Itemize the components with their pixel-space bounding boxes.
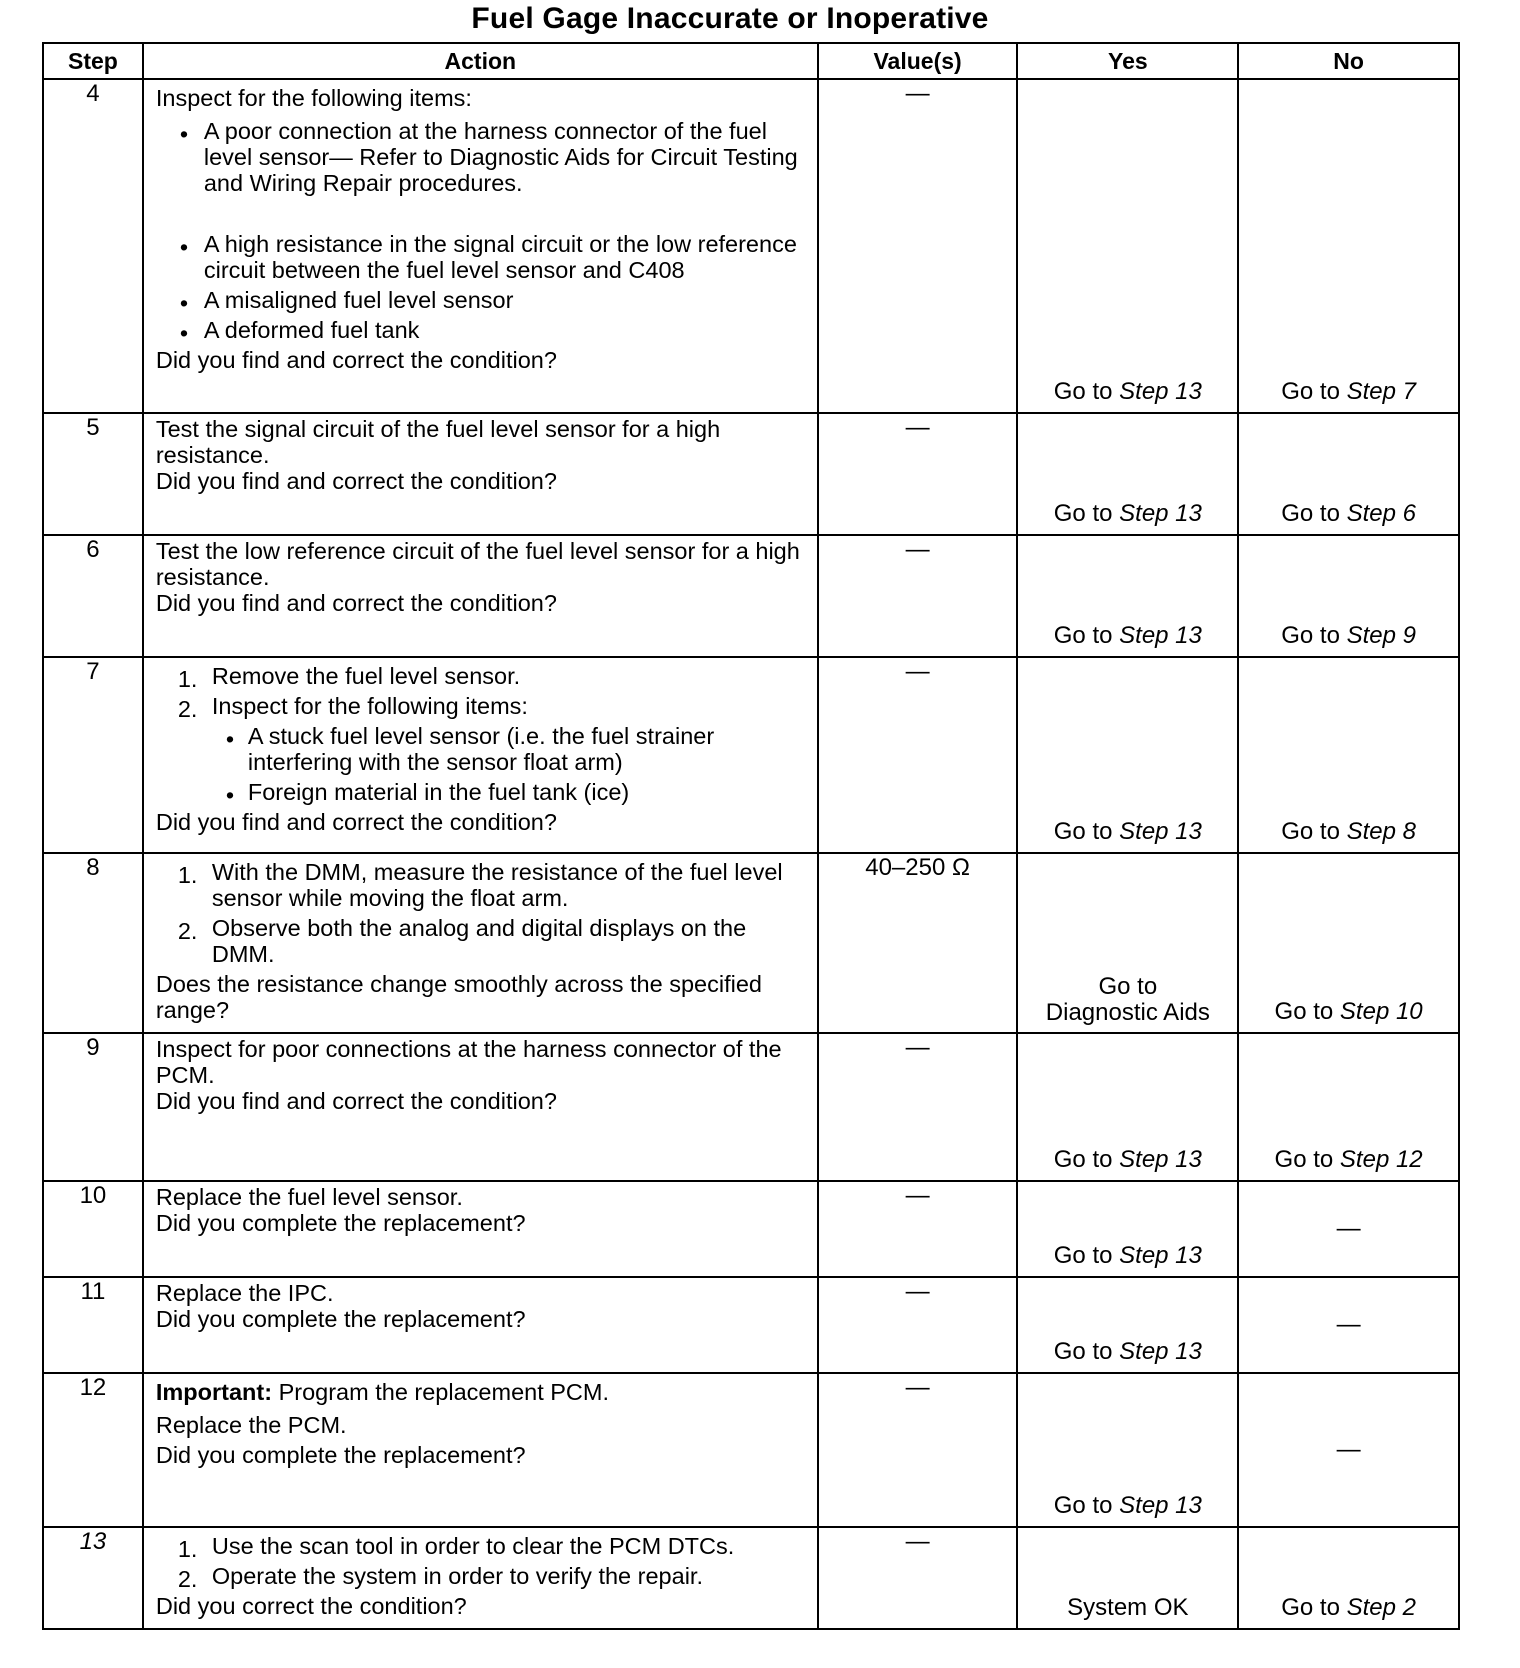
header-no: No xyxy=(1238,43,1459,79)
list-item: 1. With the DMM, measure the resistance of the fuel level sensor while moving the float arm. xyxy=(177,859,783,911)
action-intro: Replace the PCM. xyxy=(155,1412,347,1438)
action-question: Does the resistance change smoothly across the specified range? xyxy=(155,971,762,1023)
action-intro: Inspect for poor connections at the harness connector of the PCM. xyxy=(155,1036,782,1088)
list-item: 1. Use the scan tool in order to clear the PCM DTCs. xyxy=(177,1533,735,1562)
action-question: Did you find and correct the condition? xyxy=(155,809,557,835)
no-cell: — xyxy=(1238,1277,1459,1373)
no-cell: Go to Step 2 xyxy=(1238,1527,1459,1629)
action-question: Did you find and correct the condition? xyxy=(155,1088,557,1114)
action-cell xyxy=(143,79,818,413)
action-cell xyxy=(143,1181,818,1277)
table-row xyxy=(43,79,1459,413)
no-cell: Go to Step 10 xyxy=(1238,853,1459,1033)
list-item: • Foreign material in the fuel tank (ice) xyxy=(225,779,630,808)
no-cell: Go to Step 12 xyxy=(1238,1033,1459,1181)
value-cell: — xyxy=(818,535,1018,657)
yes-cell: System OK xyxy=(1017,1527,1238,1629)
no-cell: Go to Step 7 xyxy=(1238,79,1459,413)
value-cell: — xyxy=(818,1181,1018,1277)
action-question: Did you find and correct the condition? xyxy=(155,468,557,494)
value-cell: 40–250 Ω xyxy=(818,853,1018,1033)
action-question: Did you complete the replacement? xyxy=(155,1306,526,1332)
list-item: • A poor connection at the harness connector of the fuel level sensor— Refer to Diagnostic Aids for Circuit Testing and Wiring Repair procedures. xyxy=(179,118,798,196)
step-number: 6 xyxy=(43,535,143,657)
list-item: • A deformed fuel tank xyxy=(179,317,420,346)
table-row xyxy=(43,1181,1459,1277)
list-item: • A misaligned fuel level sensor xyxy=(179,287,514,316)
action-cell xyxy=(143,1373,818,1527)
list-item: 2. Operate the system in order to verify the repair. xyxy=(177,1563,703,1592)
table-row xyxy=(43,535,1459,657)
list-item: 1. Remove the fuel level sensor. xyxy=(177,663,521,692)
action-intro: Replace the fuel level sensor. xyxy=(155,1184,463,1210)
table-row xyxy=(43,1373,1459,1527)
action-intro: Test the low reference circuit of the fuel level sensor for a high resistance. xyxy=(155,538,800,590)
no-cell: Go to Step 6 xyxy=(1238,413,1459,535)
step-number: 13 xyxy=(43,1527,143,1629)
step-number: 4 xyxy=(43,79,143,413)
value-cell: — xyxy=(818,1277,1018,1373)
step-number: 12 xyxy=(43,1373,143,1527)
table-row xyxy=(43,1527,1459,1629)
step-number: 8 xyxy=(43,853,143,1033)
no-cell: — xyxy=(1238,1373,1459,1527)
step-number: 5 xyxy=(43,413,143,535)
action-cell xyxy=(143,853,818,1033)
action-cell xyxy=(143,413,818,535)
step-number: 9 xyxy=(43,1033,143,1181)
yes-cell: Go to Step 13 xyxy=(1017,535,1238,657)
no-cell: — xyxy=(1238,1181,1459,1277)
yes-cell: Go to Diagnostic Aids xyxy=(1017,853,1238,1033)
step-number: 10 xyxy=(43,1181,143,1277)
no-cell: Go to Step 9 xyxy=(1238,535,1459,657)
header-step: Step xyxy=(43,43,143,79)
action-question: Did you find and correct the condition? xyxy=(155,590,557,616)
important-note: Important: Program the replacement PCM. xyxy=(155,1379,610,1405)
header-action: Action xyxy=(143,43,818,79)
yes-cell: Go to Step 13 xyxy=(1017,657,1238,853)
value-cell: — xyxy=(818,1033,1018,1181)
yes-cell: Go to Step 13 xyxy=(1017,1181,1238,1277)
yes-cell: Go to Step 13 xyxy=(1017,413,1238,535)
yes-cell: Go to Step 13 xyxy=(1017,1033,1238,1181)
action-cell xyxy=(143,535,818,657)
action-question: Did you complete the replacement? xyxy=(155,1442,526,1468)
step-number: 11 xyxy=(43,1277,143,1373)
action-question: Did you correct the condition? xyxy=(155,1593,467,1619)
value-cell: — xyxy=(818,1527,1018,1629)
table-row xyxy=(43,1277,1459,1373)
action-intro: Inspect for the following items: xyxy=(155,85,472,111)
list-item: • A stuck fuel level sensor (i.e. the fuel strainer interfering with the sensor float arm) xyxy=(225,723,715,775)
header-yes: Yes xyxy=(1017,43,1238,79)
list-item: 2. Observe both the analog and digital displays on the DMM. xyxy=(177,915,747,967)
value-cell: — xyxy=(818,413,1018,535)
table-header-row xyxy=(43,43,1459,79)
table-row xyxy=(43,1033,1459,1181)
action-cell xyxy=(143,1033,818,1181)
action-question: Did you find and correct the condition? xyxy=(155,347,557,373)
yes-cell: Go to Step 13 xyxy=(1017,79,1238,413)
list-item: • A high resistance in the signal circuit or the low reference circuit between the fuel level sensor and C408 xyxy=(179,231,797,283)
action-question: Did you complete the replacement? xyxy=(155,1210,526,1236)
yes-cell: Go to Step 13 xyxy=(1017,1373,1238,1527)
diagnostic-table xyxy=(42,42,1460,1630)
list-item: 2. Inspect for the following items: xyxy=(177,693,528,722)
yes-cell: Go to Step 13 xyxy=(1017,1277,1238,1373)
action-cell xyxy=(143,1527,818,1629)
table-row xyxy=(43,413,1459,535)
action-intro: Test the signal circuit of the fuel level sensor for a high resistance. xyxy=(155,416,721,468)
action-intro: Replace the IPC. xyxy=(155,1280,334,1306)
value-cell: — xyxy=(818,1373,1018,1527)
page-title: Fuel Gage Inaccurate or Inoperative xyxy=(471,2,989,35)
table-row xyxy=(43,853,1459,1033)
table-row xyxy=(43,657,1459,853)
no-cell: Go to Step 8 xyxy=(1238,657,1459,853)
value-cell: — xyxy=(818,79,1018,413)
action-cell xyxy=(143,1277,818,1373)
action-cell xyxy=(143,657,818,853)
step-number: 7 xyxy=(43,657,143,853)
header-values: Value(s) xyxy=(818,43,1018,79)
value-cell: — xyxy=(818,657,1018,853)
